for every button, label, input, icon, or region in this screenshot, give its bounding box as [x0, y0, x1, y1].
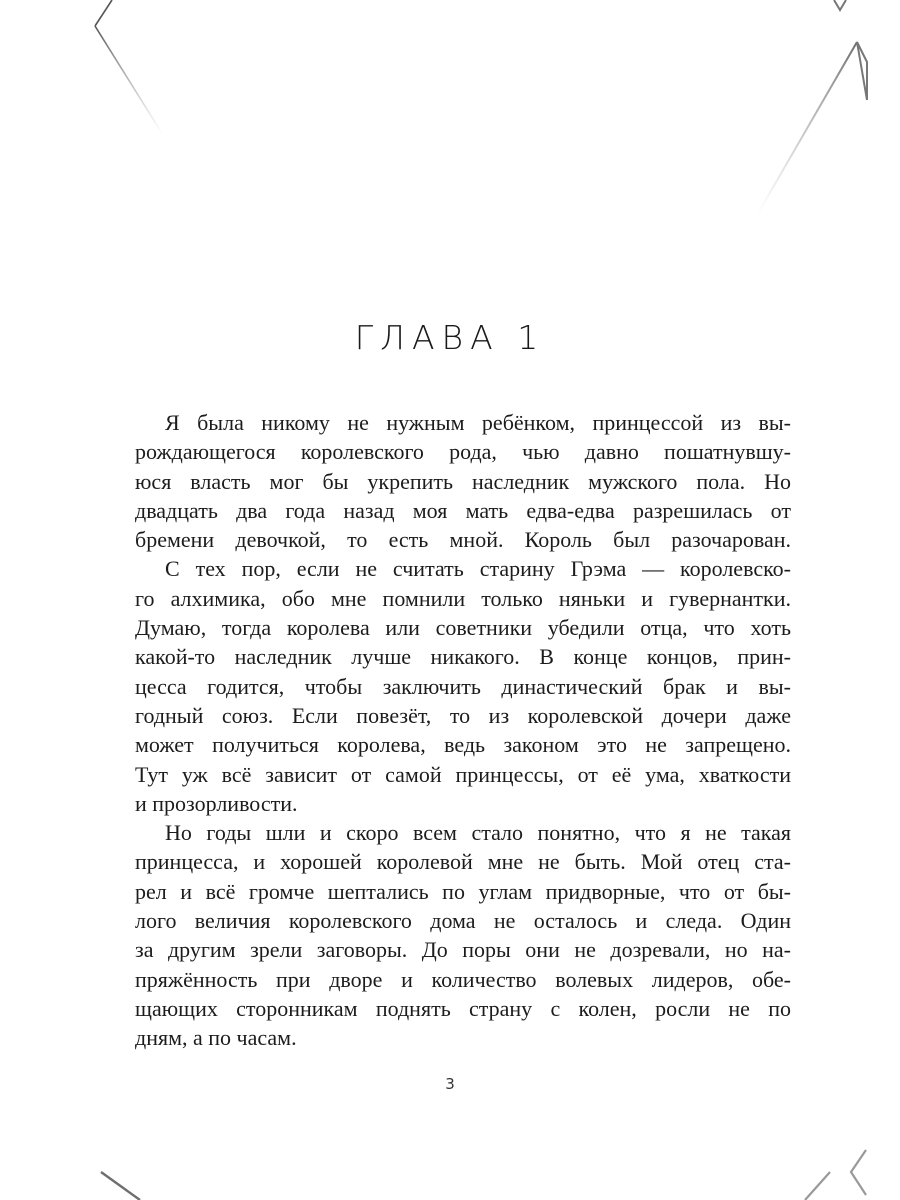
text-line: рел и всё громче шептались по углам придворные, что от бы-	[135, 878, 791, 904]
text-line: Думаю, тогда королева или советники убедили отца, что хоть	[135, 615, 791, 641]
paragraph-1	[135, 408, 791, 554]
page-number: 3	[445, 1075, 455, 1093]
paragraph-2	[135, 554, 791, 818]
text-line: пряжённость при дворе и количество волевых лидеров, обе-	[135, 966, 791, 992]
text-line: го алхимика, обо мне помнили только няньки и гувернантки.	[135, 585, 791, 611]
chapter-body	[135, 408, 791, 1053]
text-line: и прозорливости.	[135, 790, 298, 816]
bottom-left-line	[101, 1172, 140, 1200]
chapter-title: ГЛАВА 1	[354, 318, 546, 357]
text-line: Я была никому не нужным ребёнком, принцессой из вы-	[165, 410, 791, 435]
bottom-right-line	[805, 1172, 830, 1200]
text-line: за другим зрели заговоры. До поры они не дозревали, но на-	[135, 937, 791, 963]
text-line: бремени девочкой, то есть мной. Король был разочарован.	[135, 527, 791, 553]
text-line: юся власть мог бы укрепить наследник мужского пола. Но	[135, 468, 791, 494]
text-line: С тех пор, если не считать старину Грэма — королевско-	[165, 556, 791, 582]
paragraph-3	[135, 818, 791, 1052]
text-line: лого величия королевского дома не осталось и следа. Один	[135, 908, 791, 934]
text-line: может получиться королева, ведь законом это не запрещено.	[135, 732, 791, 758]
bottom-right-chevron	[851, 1150, 866, 1195]
top-right-v	[834, 0, 846, 10]
text-line: годный союз. Если повезёт, то из королевской дочери даже	[135, 702, 791, 728]
text-line: принцесса, и хорошей королевой мне не быть. Мой отец ста-	[135, 849, 791, 875]
text-line: Тут уж всё зависит от самой принцессы, от её ума, хваткости	[135, 761, 791, 787]
text-line: рождающегося королевского рода, чью давно пошатнувшу-	[135, 439, 791, 465]
text-line: двадцать два года назад моя мать едва-едва разрешилась от	[135, 497, 791, 523]
text-line: какой-то наследник лучше никакого. В конце концов, прин-	[135, 644, 791, 670]
text-line: дням, а по часам.	[135, 1025, 297, 1051]
text-line: цесса годится, чтобы заключить династический брак и вы-	[135, 673, 791, 699]
top-left-chevron	[95, 0, 112, 26]
text-line: щающих сторонникам поднять страну с колен, росли не по	[135, 995, 791, 1021]
text-line: Но годы шли и скоро всем стало понятно, что я не такая	[165, 820, 791, 846]
